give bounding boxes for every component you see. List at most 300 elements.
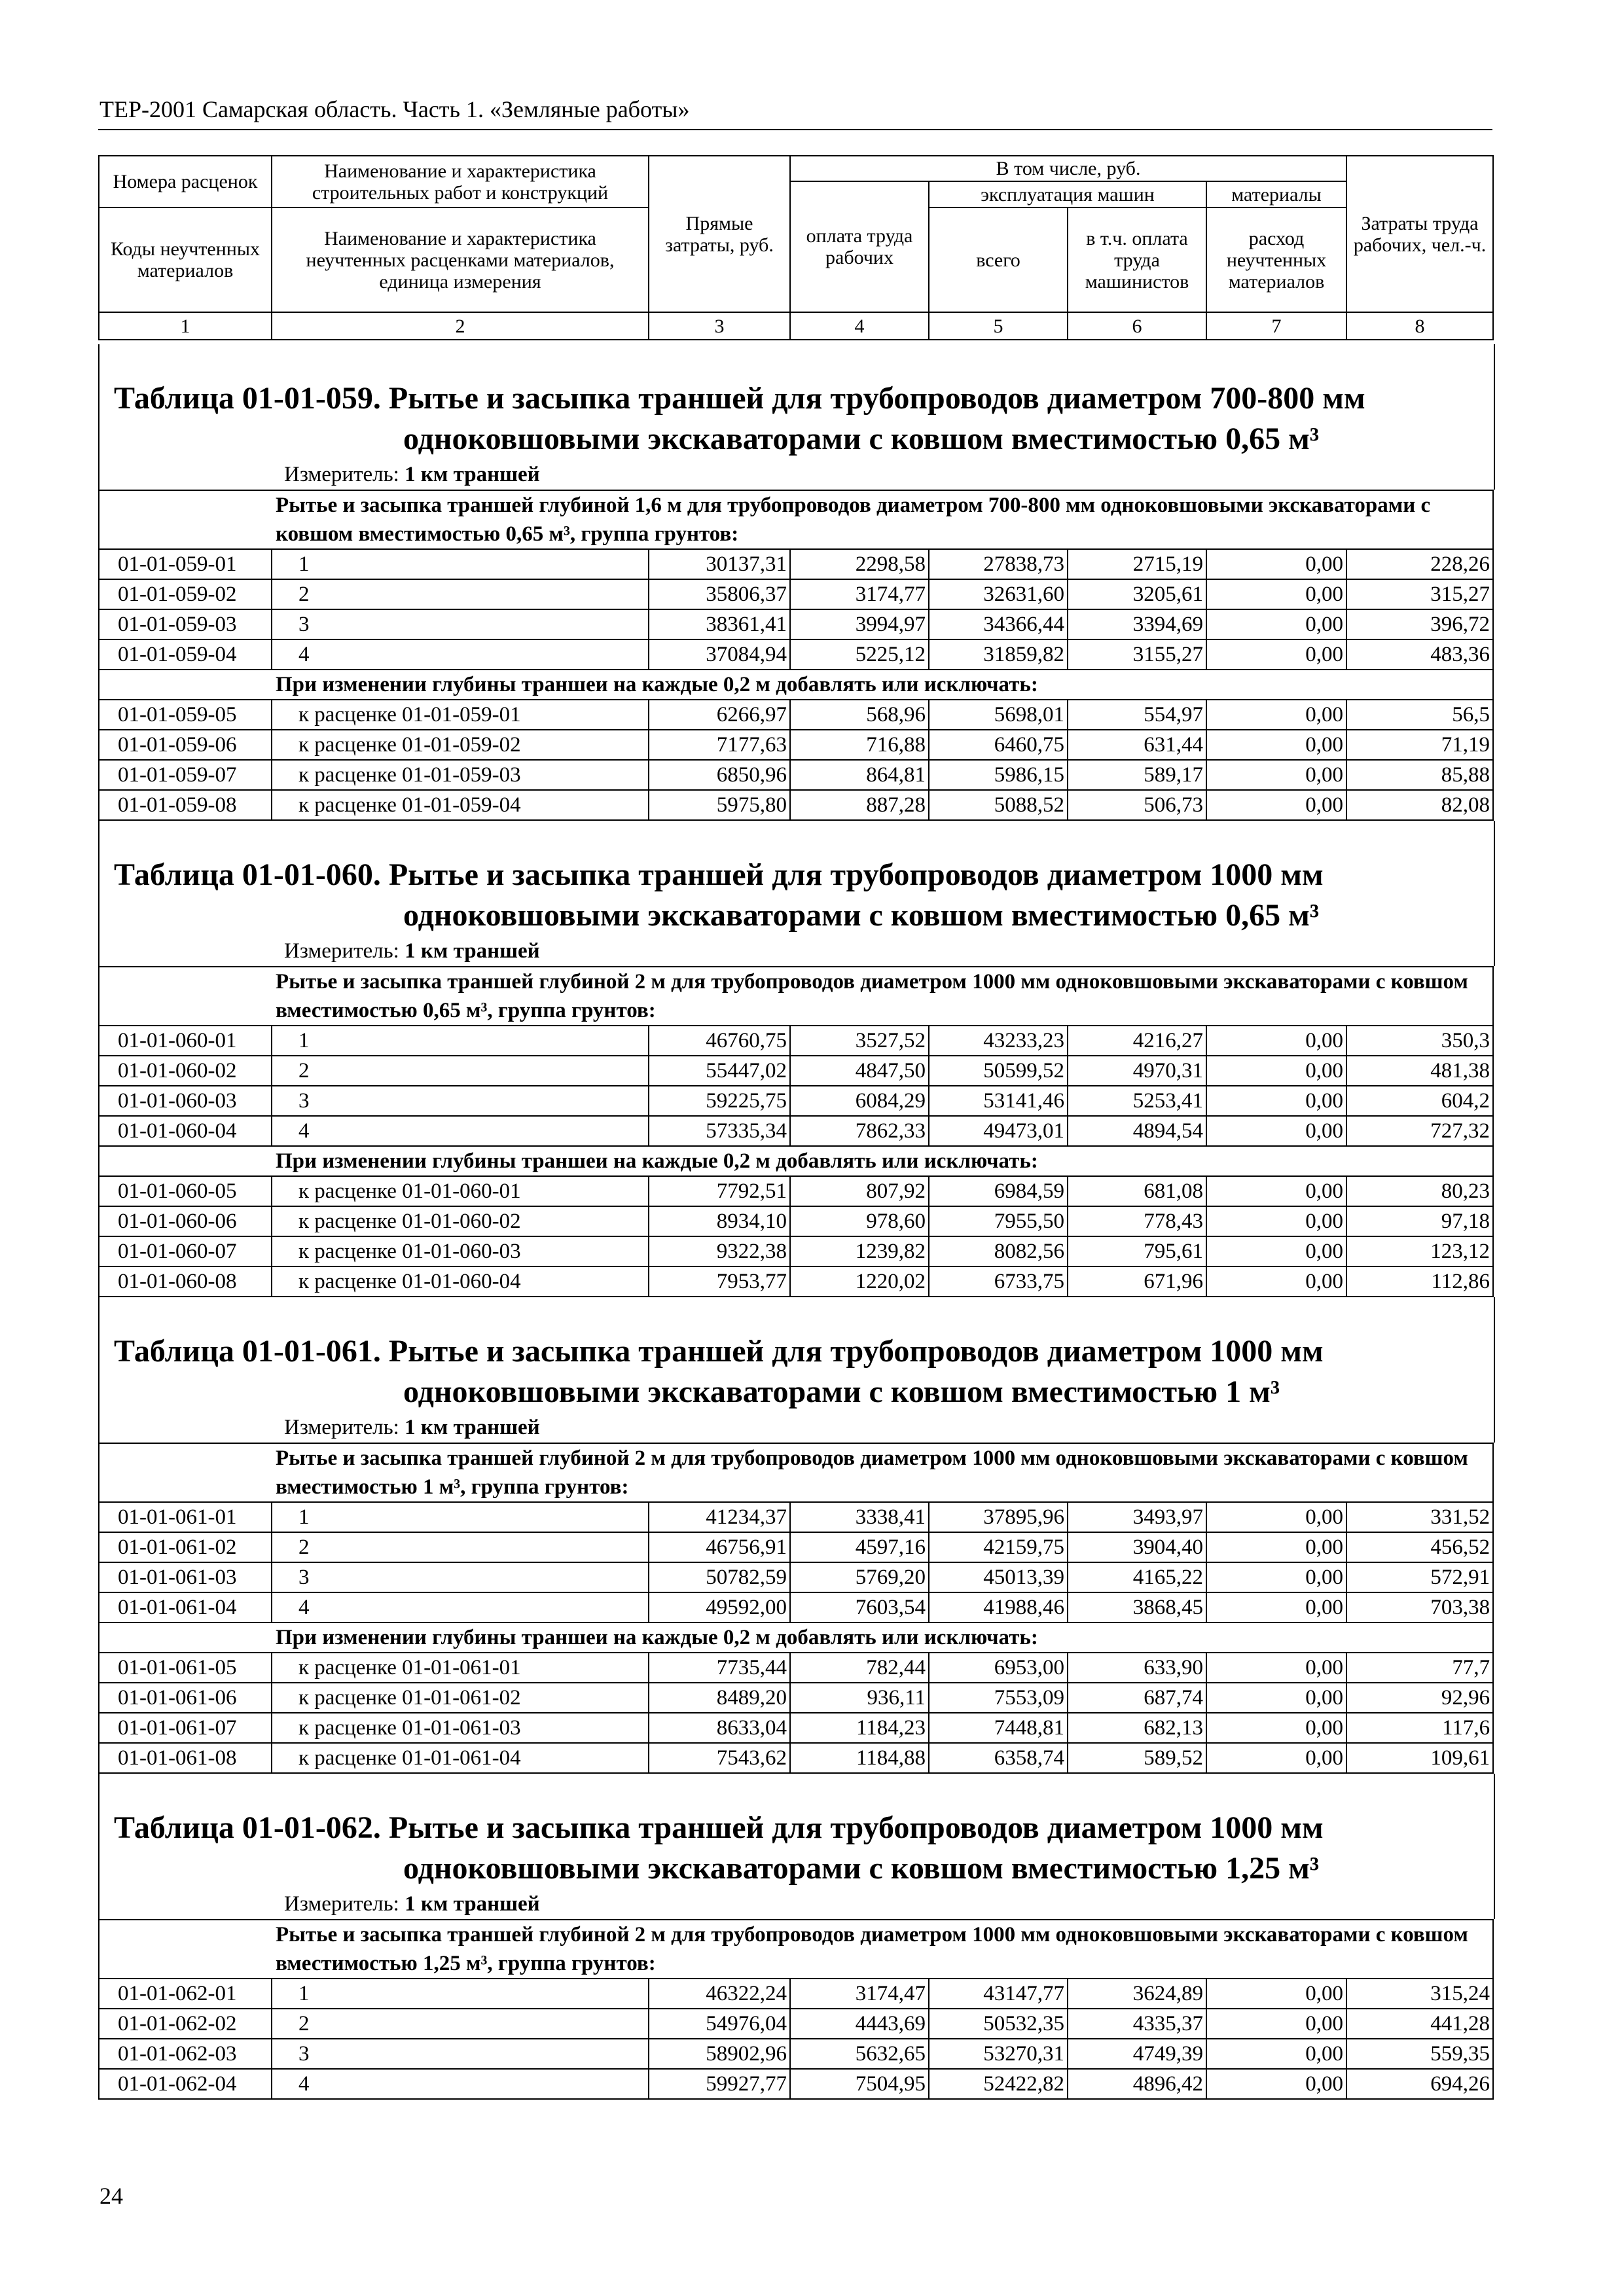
meter-line: [99, 1889, 1494, 1919]
rate-name: 1: [272, 1026, 649, 1056]
rate-value: 0,00: [1206, 1683, 1346, 1713]
table-row: [99, 700, 1493, 730]
rate-value: 936,11: [790, 1683, 929, 1713]
rate-code: 01-01-060-04: [99, 1116, 272, 1146]
rate-value: 80,23: [1346, 1176, 1493, 1206]
header-num: 3: [649, 312, 790, 340]
rate-value: 604,2: [1346, 1086, 1493, 1116]
mod-spacer: [99, 670, 272, 700]
mod-spacer: [99, 1623, 272, 1653]
group-heading: Рытье и засыпка траншей глубиной 2 м для трубопроводов диаметром 1000 мм одноковшовыми экскаваторами с ковшом вместимостью 1 м³, группа грунтов:: [272, 1443, 1493, 1502]
header-col8: Затраты труда рабочих, чел.-ч.: [1346, 156, 1493, 312]
rate-value: 703,38: [1346, 1592, 1493, 1623]
rate-name: к расценке 01-01-061-02: [272, 1683, 649, 1713]
rate-value: 4970,31: [1068, 1056, 1206, 1086]
rate-value: 0,00: [1206, 2009, 1346, 2039]
mod-heading: При изменении глубины траншеи на каждые 0,2 м добавлять или исключать:: [272, 670, 1493, 700]
rate-value: 0,00: [1206, 1176, 1346, 1206]
table-row: [99, 549, 1493, 579]
table-row: [99, 1532, 1493, 1562]
rate-value: 589,52: [1068, 1743, 1206, 1773]
rate-value: 554,97: [1068, 700, 1206, 730]
rate-value: 4749,39: [1068, 2039, 1206, 2069]
table-title-line1: Таблица 01-01-061. Рытье и засыпка траншей для трубопроводов диаметром 1000 мм: [114, 1334, 1324, 1369]
table-section: [98, 1297, 1495, 1443]
rate-value: 0,00: [1206, 1086, 1346, 1116]
rate-name: 2: [272, 1056, 649, 1086]
rate-value: 46756,91: [649, 1532, 790, 1562]
rate-value: 117,6: [1346, 1713, 1493, 1743]
rate-code: 01-01-059-03: [99, 609, 272, 639]
table-row: [99, 2039, 1493, 2069]
rate-name: 3: [272, 1562, 649, 1592]
rate-code: 01-01-060-05: [99, 1176, 272, 1206]
rate-name: 3: [272, 2039, 649, 2069]
rate-value: 671,96: [1068, 1266, 1206, 1297]
rate-value: 3394,69: [1068, 609, 1206, 639]
rates-table: [98, 1919, 1494, 2100]
meter-value: 1 км траншей: [405, 463, 540, 486]
rate-code: 01-01-059-02: [99, 579, 272, 609]
rate-value: 54976,04: [649, 2009, 790, 2039]
rate-value: 4894,54: [1068, 1116, 1206, 1146]
table-row: [99, 579, 1493, 609]
rate-value: 315,27: [1346, 579, 1493, 609]
rate-value: 694,26: [1346, 2069, 1493, 2099]
rate-value: 97,18: [1346, 1206, 1493, 1236]
rate-value: 4597,16: [790, 1532, 929, 1562]
table-title-line1: Таблица 01-01-062. Рытье и засыпка траншей для трубопроводов диаметром 1000 мм: [114, 1810, 1324, 1845]
column-header-table: [98, 155, 1494, 340]
group-heading: Рытье и засыпка траншей глубиной 2 м для трубопроводов диаметром 1000 мм одноковшовыми экскаваторами с ковшом вместимостью 0,65 м³, группа грунтов:: [272, 967, 1493, 1026]
running-title: ТЕР-2001 Самарская область. Часть 1. «Земляные работы»: [99, 96, 690, 122]
rate-value: 4443,69: [790, 2009, 929, 2039]
header-col2-bottom: Наименование и характеристика неучтенных расценками материалов, единица измерения: [272, 207, 649, 312]
rate-value: 727,32: [1346, 1116, 1493, 1146]
rate-value: 3994,97: [790, 609, 929, 639]
rate-value: 682,13: [1068, 1713, 1206, 1743]
rate-value: 58902,96: [649, 2039, 790, 2069]
rate-value: 4216,27: [1068, 1026, 1206, 1056]
header-num: 8: [1346, 312, 1493, 340]
rate-name: к расценке 01-01-059-01: [272, 700, 649, 730]
rate-value: 483,36: [1346, 639, 1493, 670]
header-incl: В том числе, руб.: [790, 156, 1346, 181]
rate-code: 01-01-061-05: [99, 1653, 272, 1683]
rate-value: 3155,27: [1068, 639, 1206, 670]
table-row: [99, 609, 1493, 639]
rate-value: 559,35: [1346, 2039, 1493, 2069]
rate-value: 50782,59: [649, 1562, 790, 1592]
rate-name: к расценке 01-01-059-04: [272, 790, 649, 820]
rate-value: 0,00: [1206, 1653, 1346, 1683]
rate-value: 2715,19: [1068, 549, 1206, 579]
rate-name: к расценке 01-01-060-03: [272, 1236, 649, 1266]
rate-name: 2: [272, 2009, 649, 2039]
rate-name: 4: [272, 1592, 649, 1623]
rate-value: 441,28: [1346, 2009, 1493, 2039]
rate-name: 1: [272, 549, 649, 579]
rate-value: 55447,02: [649, 1056, 790, 1086]
table-row: [99, 1206, 1493, 1236]
rate-name: к расценке 01-01-061-04: [272, 1743, 649, 1773]
table-row: [99, 1056, 1493, 1086]
rate-value: 887,28: [790, 790, 929, 820]
rate-code: 01-01-059-06: [99, 730, 272, 760]
table-title: [99, 1774, 1494, 1889]
table-title-line1: Таблица 01-01-060. Рытье и засыпка траншей для трубопроводов диаметром 1000 мм: [114, 857, 1324, 892]
rate-value: 3174,47: [790, 1979, 929, 2009]
table-row: [99, 1266, 1493, 1297]
rate-code: 01-01-062-03: [99, 2039, 272, 2069]
rate-value: 6084,29: [790, 1086, 929, 1116]
rate-code: 01-01-060-01: [99, 1026, 272, 1056]
rate-value: 4335,37: [1068, 2009, 1206, 2039]
header-col2-top: Наименование и характеристика строительных работ и конструкций: [272, 156, 649, 207]
rate-value: 7603,54: [790, 1592, 929, 1623]
rate-code: 01-01-062-04: [99, 2069, 272, 2099]
rate-name: к расценке 01-01-060-04: [272, 1266, 649, 1297]
rate-value: 631,44: [1068, 730, 1206, 760]
meter-label: Измеритель:: [284, 1892, 399, 1916]
header-col7: расход неучтенных материалов: [1206, 207, 1346, 312]
table-row: [99, 1086, 1493, 1116]
rate-name: к расценке 01-01-060-01: [272, 1176, 649, 1206]
rate-name: к расценке 01-01-061-01: [272, 1653, 649, 1683]
page-number: 24: [99, 2183, 123, 2209]
rate-value: 633,90: [1068, 1653, 1206, 1683]
rate-value: 77,7: [1346, 1653, 1493, 1683]
rate-value: 46760,75: [649, 1026, 790, 1056]
rate-value: 0,00: [1206, 1502, 1346, 1532]
rate-value: 53270,31: [929, 2039, 1068, 2069]
rate-code: 01-01-061-07: [99, 1713, 272, 1743]
rate-value: 7448,81: [929, 1713, 1068, 1743]
table-row: [99, 1683, 1493, 1713]
mod-spacer: [99, 1146, 272, 1176]
table-row: [99, 2069, 1493, 2099]
rate-value: 53141,46: [929, 1086, 1068, 1116]
rate-value: 0,00: [1206, 1743, 1346, 1773]
rate-name: 1: [272, 1979, 649, 2009]
rate-value: 0,00: [1206, 1206, 1346, 1236]
table-row: [99, 760, 1493, 790]
mod-heading: При изменении глубины траншеи на каждые 0,2 м добавлять или исключать:: [272, 1146, 1493, 1176]
rate-value: 5975,80: [649, 790, 790, 820]
meter-value: 1 км траншей: [405, 939, 540, 963]
rate-value: 7177,63: [649, 730, 790, 760]
table-row: [99, 1713, 1493, 1743]
rate-value: 350,3: [1346, 1026, 1493, 1056]
rate-name: 4: [272, 1116, 649, 1146]
rate-value: 3868,45: [1068, 1592, 1206, 1623]
table-row: [99, 1979, 1493, 2009]
rate-value: 0,00: [1206, 1713, 1346, 1743]
rate-value: 8934,10: [649, 1206, 790, 1236]
rate-value: 43233,23: [929, 1026, 1068, 1056]
table-title: [99, 821, 1494, 936]
table-title-line2: одноковшовыми экскаваторами с ковшом вместимостью 1 м³: [403, 1374, 1280, 1409]
rate-value: 0,00: [1206, 1116, 1346, 1146]
rate-name: 2: [272, 579, 649, 609]
meter-label: Измеритель:: [284, 463, 399, 486]
rate-value: 49473,01: [929, 1116, 1068, 1146]
rate-value: 7792,51: [649, 1176, 790, 1206]
rate-value: 506,73: [1068, 790, 1206, 820]
rate-value: 1184,88: [790, 1743, 929, 1773]
rate-value: 46322,24: [649, 1979, 790, 2009]
rate-value: 41234,37: [649, 1502, 790, 1532]
rate-code: 01-01-061-04: [99, 1592, 272, 1623]
rate-value: 7735,44: [649, 1653, 790, 1683]
meter-label: Измеритель:: [284, 1416, 399, 1439]
rate-value: 0,00: [1206, 1056, 1346, 1086]
header-materials: материалы: [1206, 181, 1346, 207]
rate-code: 01-01-060-07: [99, 1236, 272, 1266]
header-num: 5: [929, 312, 1068, 340]
rate-value: 1220,02: [790, 1266, 929, 1297]
rate-value: 7553,09: [929, 1683, 1068, 1713]
rate-value: 3205,61: [1068, 579, 1206, 609]
rate-code: 01-01-061-06: [99, 1683, 272, 1713]
rate-value: 228,26: [1346, 549, 1493, 579]
table-row: [99, 730, 1493, 760]
rate-value: 38361,41: [649, 609, 790, 639]
rate-value: 6984,59: [929, 1176, 1068, 1206]
rate-value: 864,81: [790, 760, 929, 790]
table-section: [98, 1774, 1495, 1919]
rate-name: 3: [272, 609, 649, 639]
rate-value: 0,00: [1206, 1266, 1346, 1297]
rate-value: 3174,77: [790, 579, 929, 609]
table-title-line2: одноковшовыми экскаваторами с ковшом вместимостью 0,65 м³: [403, 422, 1320, 456]
rate-code: 01-01-060-06: [99, 1206, 272, 1236]
rate-name: к расценке 01-01-061-03: [272, 1713, 649, 1743]
table-row: [99, 1236, 1493, 1266]
table-row: [99, 1562, 1493, 1592]
rates-table: [98, 1443, 1494, 1774]
rate-value: 3624,89: [1068, 1979, 1206, 2009]
rate-value: 0,00: [1206, 579, 1346, 609]
rate-value: 6850,96: [649, 760, 790, 790]
rate-code: 01-01-059-01: [99, 549, 272, 579]
rate-value: 52422,82: [929, 2069, 1068, 2099]
header-col1-bottom: Коды неучтенных материалов: [99, 207, 272, 312]
rate-value: 6733,75: [929, 1266, 1068, 1297]
header-col3: Прямые затраты, руб.: [649, 156, 790, 312]
rate-value: 7504,95: [790, 2069, 929, 2099]
rate-value: 782,44: [790, 1653, 929, 1683]
rate-value: 3904,40: [1068, 1532, 1206, 1562]
table-row: [99, 1502, 1493, 1532]
rate-value: 0,00: [1206, 1532, 1346, 1562]
header-num: 2: [272, 312, 649, 340]
rate-code: 01-01-059-04: [99, 639, 272, 670]
rate-value: 0,00: [1206, 1592, 1346, 1623]
rate-value: 49592,00: [649, 1592, 790, 1623]
rate-code: 01-01-061-02: [99, 1532, 272, 1562]
rate-value: 0,00: [1206, 2039, 1346, 2069]
rate-value: 30137,31: [649, 549, 790, 579]
rate-value: 27838,73: [929, 549, 1068, 579]
rate-value: 7953,77: [649, 1266, 790, 1297]
rate-value: 41988,46: [929, 1592, 1068, 1623]
rate-value: 589,17: [1068, 760, 1206, 790]
header-col6: в т.ч. оплата труда машинистов: [1068, 207, 1206, 312]
header-num: 4: [790, 312, 929, 340]
rate-code: 01-01-060-08: [99, 1266, 272, 1297]
rate-value: 4896,42: [1068, 2069, 1206, 2099]
group-heading: Рытье и засыпка траншей глубиной 1,6 м для трубопроводов диаметром 700-800 мм одноковшовыми экскаваторами с ковшом вместимостью 0,65 м³, группа грунтов:: [272, 490, 1493, 549]
rate-value: 5769,20: [790, 1562, 929, 1592]
header-num: 7: [1206, 312, 1346, 340]
rate-value: 35806,37: [649, 579, 790, 609]
group-spacer: [99, 490, 272, 549]
rate-value: 0,00: [1206, 1979, 1346, 2009]
rate-code: 01-01-061-03: [99, 1562, 272, 1592]
table-row: [99, 1743, 1493, 1773]
rate-value: 807,92: [790, 1176, 929, 1206]
rate-value: 3527,52: [790, 1026, 929, 1056]
rate-value: 568,96: [790, 700, 929, 730]
rate-value: 396,72: [1346, 609, 1493, 639]
table-row: [99, 1116, 1493, 1146]
rate-value: 34366,44: [929, 609, 1068, 639]
rate-value: 45013,39: [929, 1562, 1068, 1592]
rate-value: 42159,75: [929, 1532, 1068, 1562]
header-rule: [98, 129, 1492, 130]
rate-value: 6460,75: [929, 730, 1068, 760]
rate-value: 37084,94: [649, 639, 790, 670]
rate-value: 92,96: [1346, 1683, 1493, 1713]
rate-value: 7955,50: [929, 1206, 1068, 1236]
table-row: [99, 1653, 1493, 1683]
header-num: 1: [99, 312, 272, 340]
rate-value: 50599,52: [929, 1056, 1068, 1086]
rate-code: 01-01-062-01: [99, 1979, 272, 2009]
mod-heading: При изменении глубины траншеи на каждые 0,2 м добавлять или исключать:: [272, 1623, 1493, 1653]
rate-value: 4847,50: [790, 1056, 929, 1086]
table-row: [99, 1592, 1493, 1623]
rate-name: 4: [272, 639, 649, 670]
table-section: [98, 821, 1495, 966]
rate-value: 331,52: [1346, 1502, 1493, 1532]
group-spacer: [99, 1443, 272, 1502]
rate-value: 681,08: [1068, 1176, 1206, 1206]
rate-code: 01-01-060-03: [99, 1086, 272, 1116]
rate-value: 0,00: [1206, 700, 1346, 730]
rate-name: к расценке 01-01-060-02: [272, 1206, 649, 1236]
header-num: 6: [1068, 312, 1206, 340]
rate-value: 5088,52: [929, 790, 1068, 820]
rate-value: 5632,65: [790, 2039, 929, 2069]
rate-value: 5225,12: [790, 639, 929, 670]
table-title: [99, 344, 1494, 459]
rate-value: 456,52: [1346, 1532, 1493, 1562]
meter-line: [99, 1412, 1494, 1443]
rate-value: 5698,01: [929, 700, 1068, 730]
rate-value: 85,88: [1346, 760, 1493, 790]
rate-value: 0,00: [1206, 639, 1346, 670]
rate-value: 57335,34: [649, 1116, 790, 1146]
rate-name: 3: [272, 1086, 649, 1116]
table-section: [98, 344, 1495, 490]
rate-name: 4: [272, 2069, 649, 2099]
rate-value: 716,88: [790, 730, 929, 760]
rate-value: 0,00: [1206, 1026, 1346, 1056]
table-title-line2: одноковшовыми экскаваторами с ковшом вместимостью 0,65 м³: [403, 898, 1320, 933]
rate-code: 01-01-059-05: [99, 700, 272, 730]
rate-code: 01-01-061-01: [99, 1502, 272, 1532]
rate-value: 978,60: [790, 1206, 929, 1236]
rate-value: 6358,74: [929, 1743, 1068, 1773]
header-col5: всего: [929, 207, 1068, 312]
rate-value: 572,91: [1346, 1562, 1493, 1592]
group-spacer: [99, 967, 272, 1026]
table-row: [99, 1176, 1493, 1206]
rate-value: 59225,75: [649, 1086, 790, 1116]
rate-value: 82,08: [1346, 790, 1493, 820]
rate-value: 0,00: [1206, 609, 1346, 639]
table-title: [99, 1297, 1494, 1412]
rates-table: [98, 966, 1494, 1297]
table-row: [99, 639, 1493, 670]
rate-name: 2: [272, 1532, 649, 1562]
header-col1-top: Номера расценок: [99, 156, 272, 207]
rate-value: 0,00: [1206, 549, 1346, 579]
rate-value: 8082,56: [929, 1236, 1068, 1266]
rate-value: 0,00: [1206, 730, 1346, 760]
rate-value: 5986,15: [929, 760, 1068, 790]
header-col4: оплата труда рабочих: [790, 181, 929, 312]
rate-value: 481,38: [1346, 1056, 1493, 1086]
rate-value: 59927,77: [649, 2069, 790, 2099]
rate-value: 7862,33: [790, 1116, 929, 1146]
table-title-line2: одноковшовыми экскаваторами с ковшом вместимостью 1,25 м³: [403, 1851, 1320, 1886]
meter-value: 1 км траншей: [405, 1892, 540, 1916]
table-row: [99, 790, 1493, 820]
meter-label: Измеритель:: [284, 939, 399, 963]
meter-value: 1 км траншей: [405, 1416, 540, 1439]
rate-value: 56,5: [1346, 700, 1493, 730]
rate-value: 778,43: [1068, 1206, 1206, 1236]
rate-value: 5253,41: [1068, 1086, 1206, 1116]
rate-value: 1239,82: [790, 1236, 929, 1266]
rate-code: 01-01-059-07: [99, 760, 272, 790]
rate-value: 0,00: [1206, 1236, 1346, 1266]
rate-value: 9322,38: [649, 1236, 790, 1266]
rate-value: 0,00: [1206, 760, 1346, 790]
rate-code: 01-01-061-08: [99, 1743, 272, 1773]
rate-value: 32631,60: [929, 579, 1068, 609]
rate-value: 1184,23: [790, 1713, 929, 1743]
meter-line: [99, 936, 1494, 966]
table-row: [99, 2009, 1493, 2039]
rate-value: 3493,97: [1068, 1502, 1206, 1532]
rate-value: 0,00: [1206, 1562, 1346, 1592]
rate-value: 8633,04: [649, 1713, 790, 1743]
header-machines: эксплуатация машин: [929, 181, 1206, 207]
rate-value: 50532,35: [929, 2009, 1068, 2039]
group-heading: Рытье и засыпка траншей глубиной 2 м для трубопроводов диаметром 1000 мм одноковшовыми экскаваторами с ковшом вместимостью 1,25 м³, группа грунтов:: [272, 1920, 1493, 1979]
rate-code: 01-01-060-02: [99, 1056, 272, 1086]
rate-value: 123,12: [1346, 1236, 1493, 1266]
rate-value: 43147,77: [929, 1979, 1068, 2009]
rate-value: 37895,96: [929, 1502, 1068, 1532]
rate-value: 4165,22: [1068, 1562, 1206, 1592]
rate-value: 6953,00: [929, 1653, 1068, 1683]
table-title-line1: Таблица 01-01-059. Рытье и засыпка траншей для трубопроводов диаметром 700-800 мм: [114, 381, 1365, 416]
